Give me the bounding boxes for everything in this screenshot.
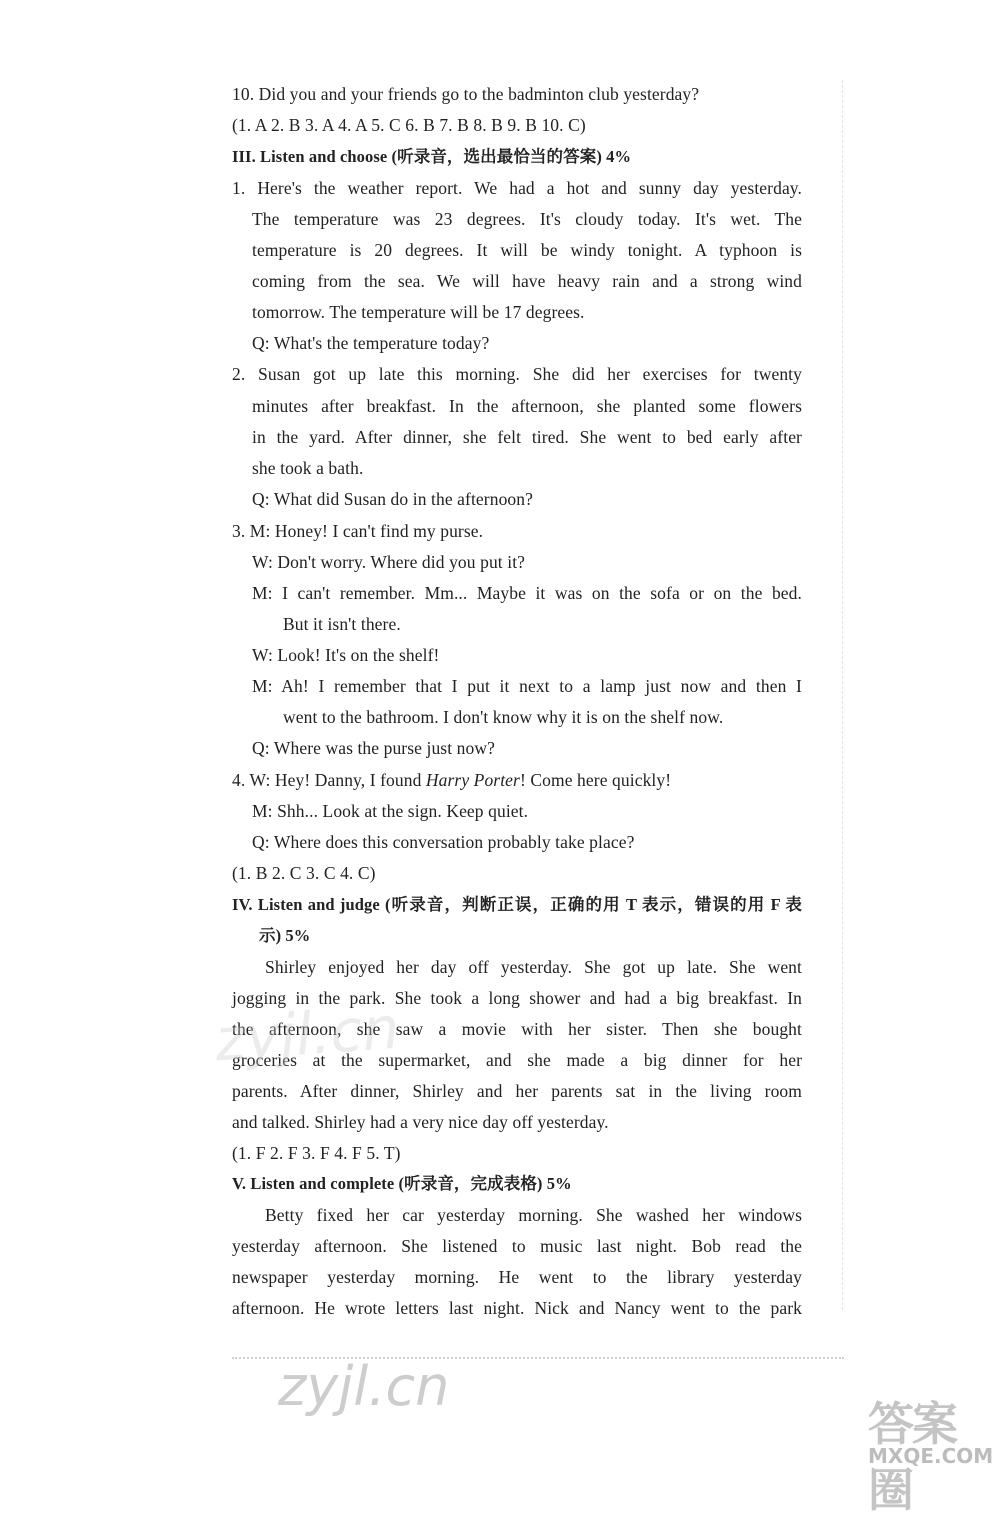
s4-passage-line4: groceries at the supermarket, and she made a big dinner for her [232,1050,802,1070]
s3-item2-question: Q: What did Susan do in the afternoon? [252,489,533,509]
s4-passage-line2: jogging in the park. She took a long shower and had a big breakfast. In [232,988,802,1008]
section-4-title-line1: IV. Listen and judge (听录音，判断正误，正确的用 T 表示，错误的用 F 表 [232,895,802,914]
s5-passage-line1: Betty fixed her car yesterday morning. She washed her windows [265,1205,802,1225]
logo-mark: 答案圈 [868,1397,956,1517]
section-5-title: V. Listen and complete (听录音，完成表格) 5% [232,1174,572,1193]
watermark-bottom: zyjl.cn [278,1355,450,1418]
s3-item1-line2: The temperature was 23 degrees. It's cloudy today. It's wet. The [252,209,802,229]
s3-item3-line1: 3. M: Honey! I can't find my purse. [232,521,484,541]
s3-item1-question: Q: What's the temperature today? [252,333,490,353]
s3-item3-line2: W: Don't worry. Where did you put it? [252,552,526,572]
watermark-mid: zyjl.cn [212,993,402,1075]
s5-passage-line2: yesterday afternoon. She listened to music last night. Bob read the [232,1236,802,1256]
s3-item1-line5: tomorrow. The temperature will be 17 degrees. [252,302,585,322]
s4-passage-line1: Shirley enjoyed her day off yesterday. She got up late. She went [265,957,802,977]
s3-item3-line6: M: Ah! I remember that I put it next to a lamp just now and then I [252,676,802,696]
s4-passage-line5: parents. After dinner, Shirley and her parents sat in the living room [232,1081,802,1101]
logo-text: MXQE.COM [868,1444,994,1468]
s3-item3-question: Q: Where was the purse just now? [252,738,495,758]
section-4-title-line2: 示) 5% [259,926,311,945]
s3-item1-line4: coming from the sea. We will have heavy rain and a strong wind [252,271,802,291]
s5-passage-line4: afternoon. He wrote letters last night. Nick and Nancy went to the park [232,1298,802,1318]
s3-item3-line4: But it isn't there. [283,614,401,634]
s4-passage-line6: and talked. Shirley had a very nice day off yesterday. [232,1112,609,1132]
s3-item3-line7: went to the bathroom. I don't know why it is on the shelf now. [283,707,724,727]
s3-item1-line3: temperature is 20 degrees. It will be windy tonight. A typhoon is [252,240,802,260]
book-title: Harry Porter [425,770,520,790]
s5-passage-line3: newspaper yesterday morning. He went to the library yesterday [232,1267,802,1287]
s3-item4-question: Q: Where does this conversation probably take place? [252,832,635,852]
answers-section-2: (1. A 2. B 3. A 4. A 5. C 6. B 7. B 8. B 9. B 10. C) [232,115,586,135]
s3-item3-line5: W: Look! It's on the shelf! [252,645,440,665]
answers-section-3: (1. B 2. C 3. C 4. C) [232,863,376,883]
s3-item2-line1: 2. Susan got up late this morning. She did her exercises for twenty [232,364,802,384]
s3-item2-line2: minutes after breakfast. In the afternoon, she planted some flowers [252,396,802,416]
s3-item1-line1: 1. Here's the weather report. We had a hot and sunny day yesterday. [232,178,802,198]
right-margin-rule [842,80,843,1310]
s3-item4-line1 [232,768,671,792]
site-logo [868,1388,996,1517]
s3-item2-line4: she took a bath. [252,458,364,478]
s4-passage-line3: the afternoon, she saw a movie with her sister. Then she bought [232,1019,802,1039]
s3-item4-line1-end: ! Come here quickly! [519,770,672,790]
section-3-title: III. Listen and choose (听录音，选出最恰当的答案) 4% [232,147,632,166]
s3-item4-line1-start: 4. W: Hey! Danny, I found [232,770,426,790]
s3-item2-line3: in the yard. After dinner, she felt tired. She went to bed early after [252,427,802,447]
s3-item4-line2: M: Shh... Look at the sign. Keep quiet. [252,801,529,821]
question-10: 10. Did you and your friends go to the badminton club yesterday? [232,84,700,104]
answers-section-4: (1. F 2. F 3. F 4. F 5. T) [232,1143,401,1163]
s3-item3-line3: M: I can't remember. Mm... Maybe it was on the sofa or on the bed. [252,583,802,603]
